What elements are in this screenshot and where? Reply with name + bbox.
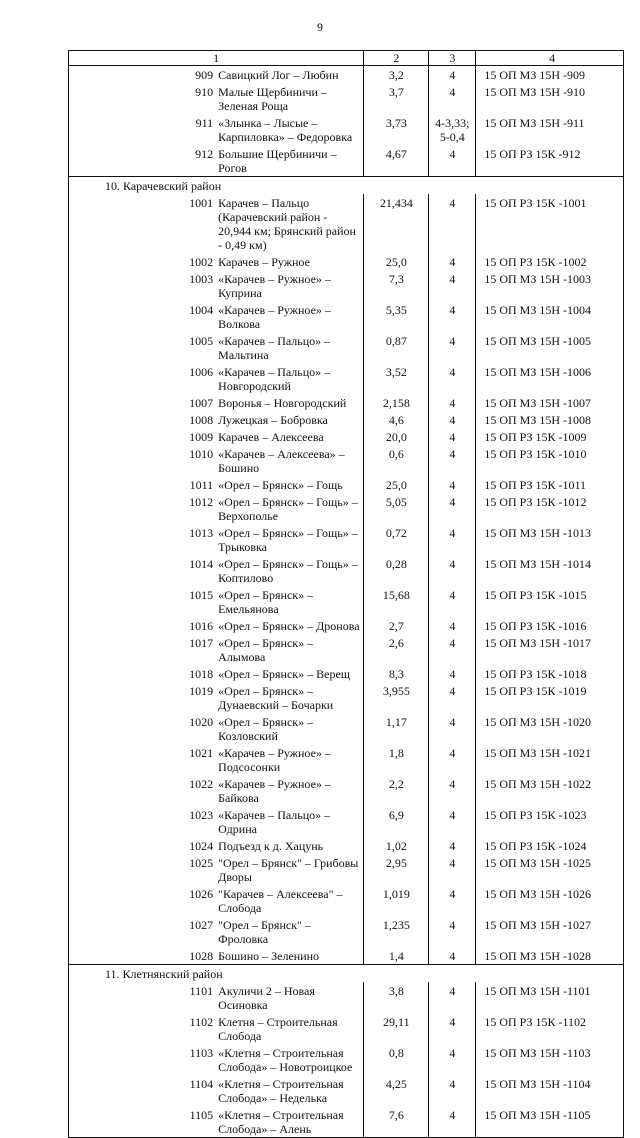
road-name: Большие Щербиничи – Рогов	[216, 145, 364, 177]
road-code: 15 ОП МЗ 15Н -1020	[476, 713, 624, 744]
road-category: 4	[429, 665, 476, 682]
road-code: 15 ОП МЗ 15Н -1105	[476, 1106, 624, 1138]
road-category: 4	[429, 428, 476, 445]
road-name: «Орел – Брянск» – Емельянова	[216, 586, 364, 617]
roads-table-body	[69, 51, 624, 1138]
row-number: 1025	[69, 854, 217, 885]
row-number: 1013	[69, 524, 217, 555]
road-category: 4	[429, 586, 476, 617]
row-number: 1020	[69, 713, 217, 744]
table-header-row	[69, 51, 624, 66]
table-row	[69, 744, 624, 775]
roads-table	[68, 50, 624, 1138]
road-length: 2,158	[364, 394, 429, 411]
road-length: 4,6	[364, 411, 429, 428]
road-category: 4	[429, 634, 476, 665]
row-number: 1002	[69, 253, 217, 270]
table-row	[69, 332, 624, 363]
page-number: 9	[317, 20, 323, 34]
road-code: 15 ОП РЗ 15К -912	[476, 145, 624, 177]
road-category: 4	[429, 145, 476, 177]
table-row	[69, 806, 624, 837]
road-length: 25,0	[364, 476, 429, 493]
road-length: 3,7	[364, 83, 429, 114]
road-category: 4	[429, 301, 476, 332]
road-length: 1,235	[364, 916, 429, 947]
road-category: 4	[429, 682, 476, 713]
road-code: 15 ОП МЗ 15Н -1028	[476, 947, 624, 965]
table-row	[69, 586, 624, 617]
road-code: 15 ОП РЗ 15К -1023	[476, 806, 624, 837]
road-category: 4	[429, 1075, 476, 1106]
road-category: 4	[429, 885, 476, 916]
road-code: 15 ОП РЗ 15К -1016	[476, 617, 624, 634]
road-name: «Орел – Брянск» – Верещ	[216, 665, 364, 682]
table-row	[69, 445, 624, 476]
road-name: Савицкий Лог – Любин	[216, 66, 364, 84]
table-row	[69, 885, 624, 916]
row-number: 1101	[69, 982, 217, 1013]
road-length: 2,7	[364, 617, 429, 634]
road-code: 15 ОП МЗ 15Н -1006	[476, 363, 624, 394]
row-number: 1006	[69, 363, 217, 394]
road-name: Карачев – Алексеева	[216, 428, 364, 445]
road-code: 15 ОП МЗ 15Н -1027	[476, 916, 624, 947]
table-row	[69, 66, 624, 84]
table-row	[69, 1106, 624, 1138]
road-length: 2,95	[364, 854, 429, 885]
road-length: 0,28	[364, 555, 429, 586]
road-code: 15 ОП МЗ 15Н -1101	[476, 982, 624, 1013]
table-row	[69, 253, 624, 270]
section-title: 11. Клетнянский район	[69, 965, 624, 983]
road-name: «Орел – Брянск» – Алымова	[216, 634, 364, 665]
section-row	[69, 965, 624, 983]
road-category: 4	[429, 947, 476, 965]
road-code: 15 ОП МЗ 15Н -1003	[476, 270, 624, 301]
section-row	[69, 177, 624, 195]
header-col-3: 3	[429, 51, 476, 66]
table-row	[69, 83, 624, 114]
table-row	[69, 665, 624, 682]
road-code: 15 ОП РЗ 15К -1009	[476, 428, 624, 445]
road-length: 5,05	[364, 493, 429, 524]
road-code: 15 ОП РЗ 15К -1011	[476, 476, 624, 493]
table-row	[69, 947, 624, 965]
road-length: 2,6	[364, 634, 429, 665]
table-row	[69, 555, 624, 586]
row-number: 1017	[69, 634, 217, 665]
road-length: 15,68	[364, 586, 429, 617]
table-row	[69, 145, 624, 177]
road-name: Малые Щербиничи – Зеленая Роща	[216, 83, 364, 114]
road-name: Подъезд к д. Хацунь	[216, 837, 364, 854]
road-category: 4	[429, 270, 476, 301]
road-code: 15 ОП МЗ 15Н -1007	[476, 394, 624, 411]
road-code: 15 ОП МЗ 15Н -1026	[476, 885, 624, 916]
road-code: 15 ОП МЗ 15Н -1014	[476, 555, 624, 586]
row-number: 1007	[69, 394, 217, 411]
road-name: Карачев – Пальцо (Карачевский район - 20,944 км; Брянский район - 0,49 км)	[216, 194, 364, 253]
road-code: 15 ОП МЗ 15Н -1013	[476, 524, 624, 555]
road-name: «Орел – Брянск» – Гощь» – Верхополье	[216, 493, 364, 524]
road-code: 15 ОП МЗ 15Н -1104	[476, 1075, 624, 1106]
row-number: 1104	[69, 1075, 217, 1106]
road-code: 15 ОП МЗ 15Н -1017	[476, 634, 624, 665]
road-name: Воронья – Новгородский	[216, 394, 364, 411]
row-number: 1022	[69, 775, 217, 806]
road-category: 4	[429, 493, 476, 524]
road-name: «Злынка – Лысые – Карпиловка» – Федоровка	[216, 114, 364, 145]
table-row	[69, 854, 624, 885]
table-row	[69, 476, 624, 493]
road-category: 4	[429, 476, 476, 493]
section-title: 10. Карачевский район	[69, 177, 624, 195]
road-category: 4	[429, 982, 476, 1013]
row-number: 1009	[69, 428, 217, 445]
road-code: 15 ОП МЗ 15Н -1008	[476, 411, 624, 428]
road-length: 25,0	[364, 253, 429, 270]
road-length: 3,73	[364, 114, 429, 145]
road-name: Карачев – Ружное	[216, 253, 364, 270]
road-category: 4	[429, 363, 476, 394]
row-number: 1102	[69, 1013, 217, 1044]
road-length: 3,8	[364, 982, 429, 1013]
row-number: 1015	[69, 586, 217, 617]
table-row	[69, 493, 624, 524]
road-length: 29,11	[364, 1013, 429, 1044]
row-number: 1105	[69, 1106, 217, 1138]
table-row	[69, 682, 624, 713]
road-category: 4	[429, 617, 476, 634]
table-row	[69, 916, 624, 947]
road-code: 15 ОП РЗ 15К -1019	[476, 682, 624, 713]
header-col-2: 2	[364, 51, 429, 66]
row-number: 1024	[69, 837, 217, 854]
road-length: 4,67	[364, 145, 429, 177]
road-length: 4,25	[364, 1075, 429, 1106]
road-category: 4	[429, 253, 476, 270]
road-category: 4	[429, 1044, 476, 1075]
road-code: 15 ОП МЗ 15Н -910	[476, 83, 624, 114]
row-number: 1012	[69, 493, 217, 524]
table-row	[69, 114, 624, 145]
road-name: «Карачев – Пальцо» – Одрина	[216, 806, 364, 837]
road-category: 4	[429, 411, 476, 428]
road-code: 15 ОП РЗ 15К -1010	[476, 445, 624, 476]
road-category: 4	[429, 445, 476, 476]
road-name: «Орел – Брянск» – Гощь	[216, 476, 364, 493]
road-name: «Орел – Брянск» – Дронова	[216, 617, 364, 634]
road-category: 4	[429, 1106, 476, 1138]
road-length: 1,8	[364, 744, 429, 775]
road-length: 0,6	[364, 445, 429, 476]
road-length: 1,17	[364, 713, 429, 744]
table-row	[69, 194, 624, 253]
row-number: 1028	[69, 947, 217, 965]
road-length: 0,72	[364, 524, 429, 555]
road-length: 7,3	[364, 270, 429, 301]
road-code: 15 ОП РЗ 15К -1102	[476, 1013, 624, 1044]
table-row	[69, 775, 624, 806]
row-number: 1010	[69, 445, 217, 476]
road-name: «Карачев – Ружное» – Подсосонки	[216, 744, 364, 775]
row-number: 1016	[69, 617, 217, 634]
road-category: 4	[429, 66, 476, 84]
table-row	[69, 428, 624, 445]
road-category: 4	[429, 194, 476, 253]
road-name: «Карачев – Ружное» – Байкова	[216, 775, 364, 806]
row-number: 909	[69, 66, 217, 84]
row-number: 1023	[69, 806, 217, 837]
road-name: «Клетня – Строительная Слобода» – Новотроицкое	[216, 1044, 364, 1075]
road-code: 15 ОП МЗ 15Н -909	[476, 66, 624, 84]
road-code: 15 ОП МЗ 15Н -1103	[476, 1044, 624, 1075]
road-name: «Карачев – Ружное» – Волкова	[216, 301, 364, 332]
road-category: 4	[429, 524, 476, 555]
row-number: 1027	[69, 916, 217, 947]
road-category: 4	[429, 775, 476, 806]
road-code: 15 ОП МЗ 15Н -1022	[476, 775, 624, 806]
table-row	[69, 270, 624, 301]
row-number: 1008	[69, 411, 217, 428]
road-length: 8,3	[364, 665, 429, 682]
row-number: 911	[69, 114, 217, 145]
road-name: Акуличи 2 – Новая Осиновка	[216, 982, 364, 1013]
road-length: 6,9	[364, 806, 429, 837]
row-number: 1005	[69, 332, 217, 363]
road-category: 4	[429, 1013, 476, 1044]
road-category: 4	[429, 555, 476, 586]
road-name: Клетня – Строительная Слобода	[216, 1013, 364, 1044]
road-code: 15 ОП РЗ 15К -1002	[476, 253, 624, 270]
header-col-1: 1	[69, 51, 364, 66]
row-number: 1004	[69, 301, 217, 332]
row-number: 1026	[69, 885, 217, 916]
row-number: 1018	[69, 665, 217, 682]
row-number: 1011	[69, 476, 217, 493]
road-category: 4	[429, 916, 476, 947]
road-category: 4	[429, 744, 476, 775]
road-length: 3,52	[364, 363, 429, 394]
road-length: 1,02	[364, 837, 429, 854]
table-row	[69, 837, 624, 854]
road-name: «Карачев – Пальцо» – Мальтина	[216, 332, 364, 363]
road-length: 0,87	[364, 332, 429, 363]
road-category: 4	[429, 332, 476, 363]
road-length: 20,0	[364, 428, 429, 445]
road-category: 4	[429, 83, 476, 114]
road-name: «Карачев – Ружное» – Куприна	[216, 270, 364, 301]
table-row	[69, 363, 624, 394]
table-row	[69, 394, 624, 411]
road-name: «Орел – Брянск» – Козловский	[216, 713, 364, 744]
header-col-4: 4	[476, 51, 624, 66]
row-number: 1014	[69, 555, 217, 586]
road-name: «Орел – Брянск» – Гощь» – Коптилово	[216, 555, 364, 586]
road-category: 4	[429, 854, 476, 885]
table-row	[69, 1013, 624, 1044]
road-length: 0,8	[364, 1044, 429, 1075]
table-row	[69, 411, 624, 428]
road-category: 4	[429, 837, 476, 854]
road-length: 1,4	[364, 947, 429, 965]
table-row	[69, 1044, 624, 1075]
road-code: 15 ОП РЗ 15К -1015	[476, 586, 624, 617]
road-name: «Орел – Брянск» – Дунаевский – Бочарки	[216, 682, 364, 713]
road-name: «Клетня – Строительная Слобода» – Неделька	[216, 1075, 364, 1106]
road-code: 15 ОП МЗ 15Н -911	[476, 114, 624, 145]
row-number: 912	[69, 145, 217, 177]
road-name: "Орел – Брянск" – Фроловка	[216, 916, 364, 947]
road-category: 4	[429, 394, 476, 411]
table-row	[69, 524, 624, 555]
road-code: 15 ОП МЗ 15Н -1021	[476, 744, 624, 775]
row-number: 1021	[69, 744, 217, 775]
road-name: "Карачев – Алексеева" – Слобода	[216, 885, 364, 916]
road-code: 15 ОП МЗ 15Н -1005	[476, 332, 624, 363]
road-length: 7,6	[364, 1106, 429, 1138]
road-name: "Орел – Брянск" – Грибовы Дворы	[216, 854, 364, 885]
road-code: 15 ОП РЗ 15К -1012	[476, 493, 624, 524]
road-length: 2,2	[364, 775, 429, 806]
road-name: «Орел – Брянск» – Гощь» – Трыковка	[216, 524, 364, 555]
road-name: «Карачев – Алексеева» – Бошино	[216, 445, 364, 476]
road-length: 3,955	[364, 682, 429, 713]
table-row	[69, 617, 624, 634]
row-number: 1001	[69, 194, 217, 253]
road-length: 3,2	[364, 66, 429, 84]
road-name: «Карачев – Пальцо» – Новгородский	[216, 363, 364, 394]
road-category: 4	[429, 713, 476, 744]
road-name: «Клетня – Строительная Слобода» – Алень	[216, 1106, 364, 1138]
road-length: 5,35	[364, 301, 429, 332]
road-name: Лужецкая – Бобровка	[216, 411, 364, 428]
table-row	[69, 982, 624, 1013]
table-row	[69, 713, 624, 744]
row-number: 910	[69, 83, 217, 114]
road-code: 15 ОП МЗ 15Н -1004	[476, 301, 624, 332]
road-code: 15 ОП РЗ 15К -1001	[476, 194, 624, 253]
row-number: 1103	[69, 1044, 217, 1075]
road-category: 4-3,33; 5-0,4	[429, 114, 476, 145]
road-code: 15 ОП РЗ 15К -1024	[476, 837, 624, 854]
road-length: 21,434	[364, 194, 429, 253]
row-number: 1003	[69, 270, 217, 301]
road-name: Бошино – Зеленино	[216, 947, 364, 965]
road-length: 1,019	[364, 885, 429, 916]
road-category: 4	[429, 806, 476, 837]
road-code: 15 ОП МЗ 15Н -1025	[476, 854, 624, 885]
table-row	[69, 301, 624, 332]
table-row	[69, 634, 624, 665]
table-row	[69, 1075, 624, 1106]
road-code: 15 ОП РЗ 15К -1018	[476, 665, 624, 682]
row-number: 1019	[69, 682, 217, 713]
